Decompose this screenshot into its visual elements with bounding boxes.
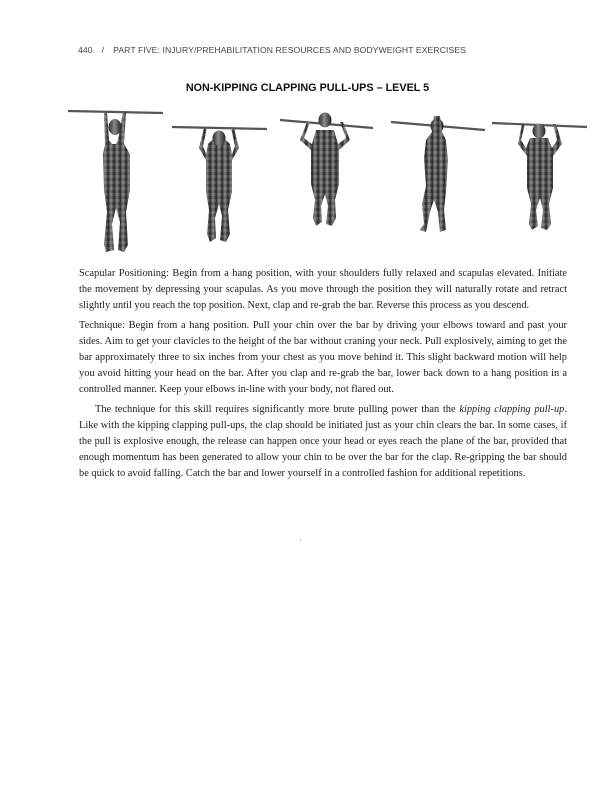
figure-3-chin-over-bar <box>280 113 373 227</box>
header-separator: / <box>101 45 105 55</box>
technique-notes-lead: The technique for this skill requires significantly more brute pulling power than the <box>95 403 460 415</box>
exercise-illustration <box>60 100 600 260</box>
paragraph-technique: Technique: Begin from a hang position. Pull your chin over the bar by driving your elbows toward and past your sides. Aim to get your clavicles to the height of the bar without craning your neck. Pull explosively, aiming to get the bar approximately three to six inches from your chest as you move behind it. This slight backward motion will help you avoid hitting your head on the bar. After you clap and re-grab the bar, lower back down to a hang position in a controlled manner. Keep your elbows in-line with your body, not flared out. <box>79 319 567 396</box>
figure-5-re-grab <box>492 123 587 230</box>
figure-4-clap-release <box>391 116 485 232</box>
paragraph-technique-notes <box>79 402 567 483</box>
paragraph-scapular-positioning: Scapular Positioning: Begin from a hang position, with your shoulders fully relaxed and scapulas elevated. Initiate the movement by depressing your scapulas. As you move through the position they will naturally rotate and retract slightly until you reach the top position. Next, clap and re-grab the bar. Reverse this process as you descend. <box>79 268 567 312</box>
figure-1-dead-hang <box>68 111 163 252</box>
kipping-clapping-pull-up-term: kipping clapping pull-up <box>459 403 565 415</box>
page-speck <box>300 540 301 541</box>
exercise-title: NON-KIPPING CLAPPING PULL-UPS – LEVEL 5 <box>185 82 430 94</box>
page-number: 440 <box>78 45 93 55</box>
running-header <box>78 45 558 55</box>
body-text <box>79 266 567 486</box>
technique-notes-rest: . Like with the kipping clapping pull-ups, the clap should be initiated just as your chin clears the bar. In some cases, if the pull is explosive enough, the release can happen once your head or eyes reach the plane of the bar, provided that enough momentum has been generated to allow your chin to be over the bar for the clap. Re-gripping the bar should be quick to avoid falling. Catch the bar and lower yourself in a controlled fashion for additional repetitions. <box>79 403 567 480</box>
figure-2-pull <box>172 127 267 242</box>
section-title: PART FIVE: INJURY/PREHABILITATION RESOURCES AND BODYWEIGHT EXERCISES <box>113 45 466 55</box>
